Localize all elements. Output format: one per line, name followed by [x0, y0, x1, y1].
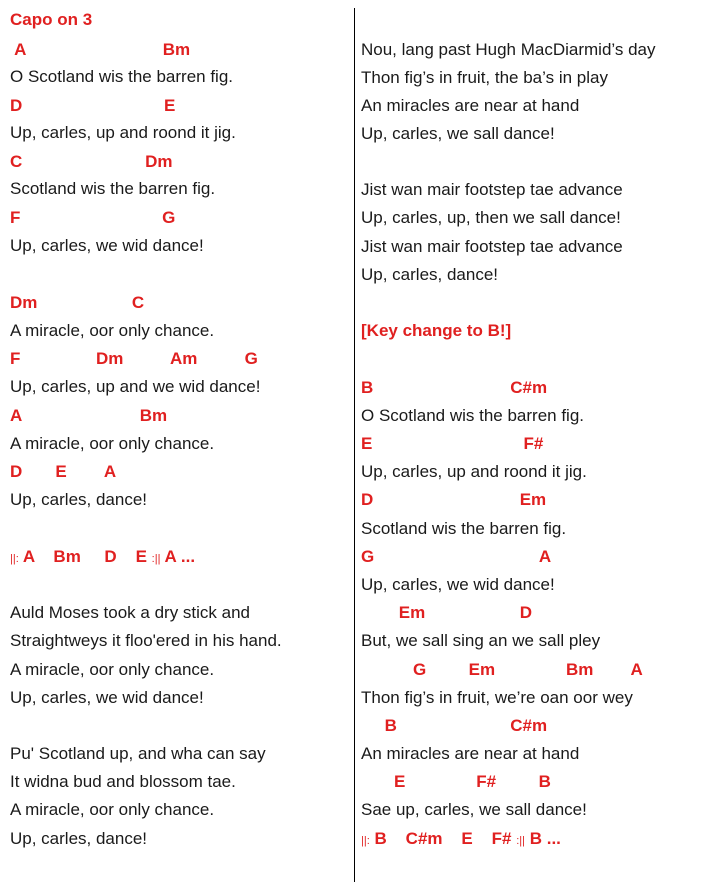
repeat-end-sign: :||: [516, 835, 525, 847]
lyric-line: An miracles are near at hand: [361, 744, 580, 763]
repeat-line: [10, 547, 195, 567]
lyric-line: O Scotland wis the barren fig.: [361, 406, 585, 425]
chord-line: D E A: [10, 462, 117, 481]
lyric-line: Auld Moses took a dry stick and: [10, 603, 251, 622]
repeat-start-sign: ||:: [10, 553, 19, 565]
lyric-line: Thon fig’s in fruit, we’re oan oor wey: [361, 688, 633, 707]
lyric-line: Nou, lang past Hugh MacDiarmid’s day: [361, 40, 656, 59]
chord-line: A Bm: [10, 406, 168, 425]
lyric-line: A miracle, oor only chance.: [10, 434, 215, 453]
lyric-line: Up, carles, we wid dance!: [10, 688, 204, 707]
lyric-line: Up, carles, up, then we sall dance!: [361, 208, 621, 227]
repeat-end-sign: :||: [151, 553, 161, 565]
chord-line: F G: [10, 208, 176, 227]
repeat-chords: B C#m E F#: [369, 829, 517, 848]
repeat-chords: A Bm D E: [18, 547, 152, 566]
repeat-line: [361, 829, 561, 849]
chord-line: D E: [10, 96, 176, 115]
chord-line: B C#m: [361, 378, 548, 397]
lyric-line: Straightweys it floo'ered in his hand.: [10, 631, 282, 650]
chord-line: E F# B: [361, 772, 551, 791]
lyric-line: Sae up, carles, we sall dance!: [361, 800, 587, 819]
lyric-line: Jist wan mair footstep tae advance: [361, 180, 623, 199]
chord-line: Dm C: [10, 293, 145, 312]
chord-line: G A: [361, 547, 552, 566]
lyric-line: Up, carles, dance!: [361, 265, 499, 284]
chord-line: B C#m: [361, 716, 548, 735]
chord-line: G Em Bm A: [361, 660, 643, 679]
lyric-line: It widna bud and blossom tae.: [10, 772, 236, 791]
lyric-line: O Scotland wis the barren fig.: [10, 67, 234, 86]
column-divider: [354, 8, 355, 882]
repeat-start-sign: ||:: [361, 835, 370, 847]
chord-line: Em D: [361, 603, 532, 622]
lyric-line: Up, carles, dance!: [10, 829, 148, 848]
lyric-line: An miracles are near at hand: [361, 96, 580, 115]
lyric-line: But, we sall sing an we sall pley: [361, 631, 601, 650]
lyric-line: Up, carles, we sall dance!: [361, 124, 555, 143]
lyric-line: Scotland wis the barren fig.: [361, 519, 567, 538]
lyric-line: Scotland wis the barren fig.: [10, 179, 216, 198]
key-change-note: [Key change to B!]: [361, 321, 512, 340]
lyric-line: Jist wan mair footstep tae advance: [361, 237, 623, 256]
lyric-line: Up, carles, we wid dance!: [10, 236, 204, 255]
lyric-line: A miracle, oor only chance.: [10, 321, 215, 340]
lyric-line: Up, carles, up and roond it jig.: [361, 462, 587, 481]
chord-line: F Dm Am G: [10, 349, 258, 368]
lyric-line: Up, carles, dance!: [10, 490, 148, 509]
lyric-line: Up, carles, up and we wid dance!: [10, 377, 261, 396]
chord-line: E F#: [361, 434, 544, 453]
repeat-final-chord: A ...: [160, 547, 196, 566]
chord-line: A Bm: [10, 40, 191, 59]
repeat-final-chord: B ...: [525, 829, 561, 848]
capo-note: Capo on 3: [10, 10, 93, 29]
chord-line: D Em: [361, 490, 547, 509]
lyric-line: A miracle, oor only chance.: [10, 660, 215, 679]
lyric-line: A miracle, oor only chance.: [10, 800, 215, 819]
lyric-line: Pu' Scotland up, and wha can say: [10, 744, 266, 763]
chord-line: C Dm: [10, 152, 173, 171]
lyric-line: Up, carles, up and roond it jig.: [10, 123, 236, 142]
lyric-line: Up, carles, we wid dance!: [361, 575, 555, 594]
lyric-line: Thon fig’s in fruit, the ba’s in play: [361, 68, 608, 87]
